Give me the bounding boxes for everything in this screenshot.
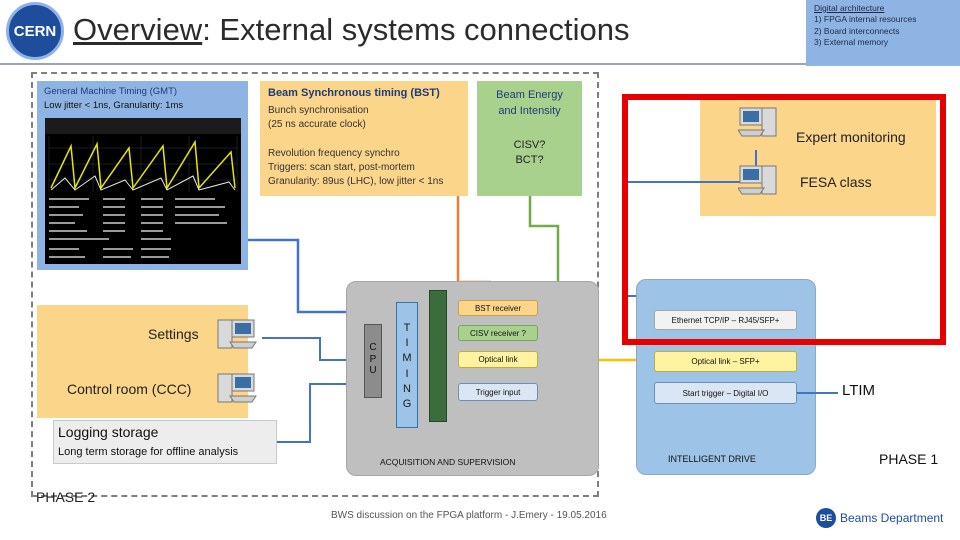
crate-label: ACQUISITION AND SUPERVISION [380, 457, 516, 467]
energy-line: and Intensity [498, 104, 561, 117]
beams-department-logo [816, 508, 943, 528]
settings-label: Settings [148, 326, 199, 342]
title-underlined: Overview [73, 12, 203, 47]
beams-logo-text: Beams Department [840, 511, 944, 525]
ethernet-port: Ethernet TCP/IP – RJ45/SFP+ [654, 310, 797, 330]
energy-line: BCT? [515, 154, 544, 167]
logging-title: Logging storage [58, 424, 159, 440]
cpu-letter: P [369, 353, 377, 365]
architecture-item: 3) External memory [814, 37, 889, 48]
architecture-heading: Digital architecture [814, 3, 885, 13]
bst-title: Beam Synchronous timing (BST) [268, 87, 440, 99]
control-room-label: Control room (CCC) [67, 381, 192, 397]
optical-link-port: Optical link [458, 351, 538, 368]
logging-subtitle: Long term storage for offline analysis [58, 446, 239, 458]
bst-line: Revolution frequency synchro [268, 148, 400, 159]
gmt-title: General Machine Timing (GMT) [44, 86, 178, 97]
phase2-label: PHASE 2 [36, 489, 96, 505]
cpu-letter: U [369, 365, 377, 376]
timing-letter: T [403, 322, 411, 334]
bst-line: Triggers: scan start, post-mortem [268, 162, 415, 173]
title-rest: : External systems connections [202, 12, 630, 47]
bst-receiver: BST receiver [458, 300, 538, 316]
architecture-item: 2) Board interconnects [814, 25, 900, 36]
phase1-label: PHASE 1 [879, 451, 939, 467]
cern-logo-text: CERN [13, 22, 57, 40]
energy-line: Beam Energy [496, 89, 563, 101]
highlight-frame [622, 94, 946, 345]
beams-logo-mark: BE [816, 508, 836, 528]
trigger-input-port: Trigger input [458, 383, 538, 401]
bst-line: (25 ns accurate clock) [268, 119, 366, 130]
cisv-receiver: CISV receiver ? [458, 325, 538, 341]
footer-text: BWS discussion on the FPGA platform - J.Emery - 19.05.2016 [331, 510, 607, 521]
timing-letter: I [405, 367, 409, 380]
bst-line: Granularity: 89us (LHC), low jitter < 1ns [268, 176, 444, 187]
drive-optical-link: Optical link – SFP+ [654, 351, 797, 372]
fesa-class-label: FESA class [800, 174, 872, 190]
timing-letter: N [403, 382, 411, 395]
timing-letter: I [405, 337, 409, 350]
gmt-subtitle: Low jitter < 1ns, Granularity: 1ms [44, 100, 184, 111]
ltim-label: LTIM [842, 382, 876, 399]
timing-letter: M [402, 352, 412, 365]
drive-label: INTELLIGENT DRIVE [668, 454, 756, 464]
bst-line: Bunch synchronisation [268, 105, 369, 116]
energy-line: CISV? [513, 139, 546, 151]
cpu-letter: C [369, 342, 377, 353]
timing-letter: G [402, 397, 412, 410]
architecture-item: 1) FPGA internal resources [814, 14, 917, 25]
start-trigger-port: Start trigger – Digital I/O [654, 382, 797, 404]
expert-monitoring-label: Expert monitoring [796, 129, 906, 145]
